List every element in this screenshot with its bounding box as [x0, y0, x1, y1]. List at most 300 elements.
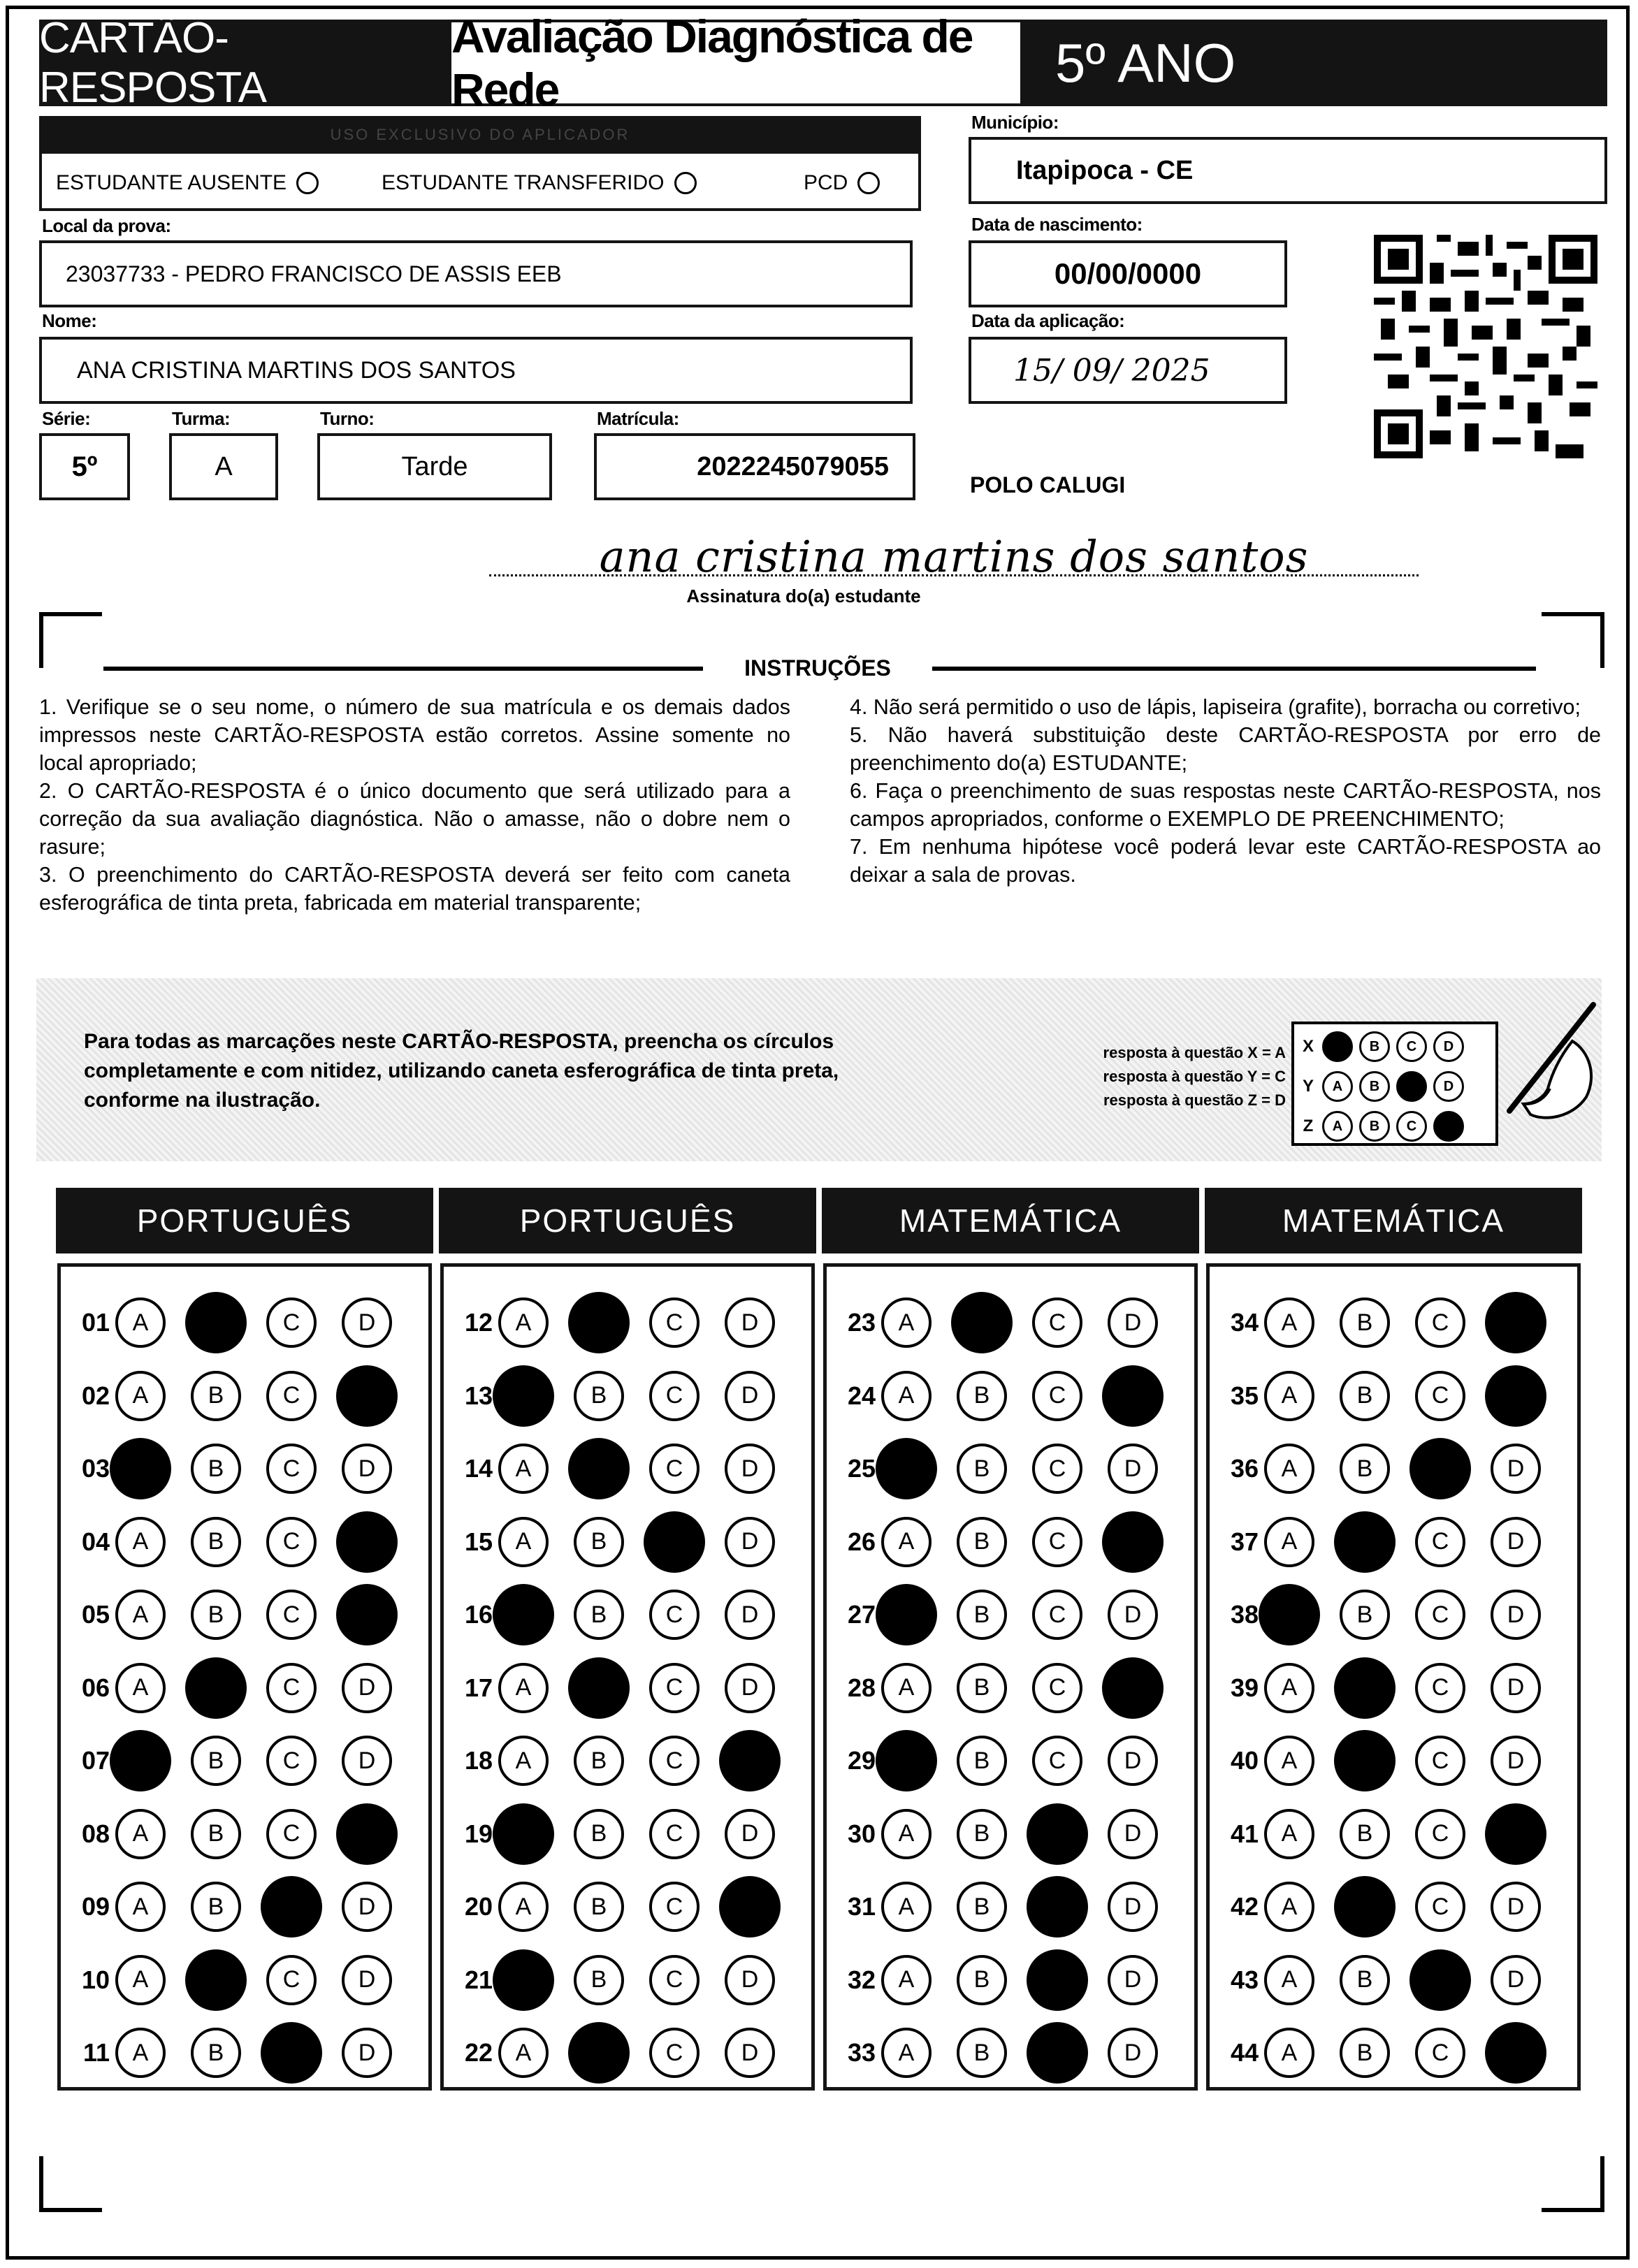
answer-bubble-b[interactable]	[1334, 1511, 1396, 1573]
answer-bubble-a[interactable]: A	[881, 1517, 932, 1567]
answer-bubble-d[interactable]	[336, 1584, 398, 1645]
answer-bubble-a[interactable]: A	[881, 1809, 932, 1859]
answer-bubble-a[interactable]: A	[115, 1371, 166, 1421]
answer-bubble-c[interactable]: C	[649, 1809, 700, 1859]
question-number: 05	[81, 1600, 110, 1629]
answer-bubble-a[interactable]: A	[881, 1663, 932, 1713]
matricula-field: 2022245079055	[594, 433, 915, 500]
answer-bubble-b[interactable]: B	[191, 1882, 241, 1932]
answer-bubble-c[interactable]: C	[1415, 1663, 1465, 1713]
question-number: 13	[464, 1381, 493, 1410]
pcd-label: PCD	[804, 171, 848, 194]
answer-bubble-d[interactable]: D	[725, 1371, 775, 1421]
answer-bubble-b[interactable]: B	[957, 2028, 1007, 2078]
question-row	[444, 2016, 800, 2089]
answer-bubble-b[interactable]: B	[957, 1955, 1007, 2005]
answer-bubble-b[interactable]: B	[957, 1882, 1007, 1932]
question-number: 30	[847, 1819, 876, 1848]
question-row	[1210, 1506, 1566, 1578]
answer-bubble-a[interactable]: A	[498, 1517, 549, 1567]
question-number: 11	[82, 2038, 110, 2067]
nome-label: Nome:	[42, 310, 97, 331]
answer-bubble-d[interactable]: D	[1491, 1882, 1541, 1932]
question-row	[1210, 1360, 1566, 1432]
question-number: 34	[1230, 1308, 1259, 1337]
answer-bubble-a[interactable]	[876, 1730, 937, 1791]
answer-bubble-c[interactable]: C	[649, 1663, 700, 1713]
question-number: 04	[81, 1527, 110, 1556]
answer-bubble-b[interactable]: B	[191, 1736, 241, 1786]
answer-bubble-a[interactable]	[876, 1584, 937, 1645]
example-row	[1294, 1027, 1495, 1066]
answer-bubble-b[interactable]: B	[1340, 1297, 1390, 1348]
answer-bubble-b[interactable]: B	[574, 1882, 624, 1932]
answer-bubble-c[interactable]: C	[1415, 2028, 1465, 2078]
answer-bubble-b[interactable]: B	[957, 1736, 1007, 1786]
answer-bubble-b[interactable]	[951, 1292, 1013, 1353]
answer-bubble-a[interactable]: A	[498, 1736, 549, 1786]
question-number: 23	[847, 1308, 876, 1337]
question-number: 40	[1230, 1746, 1259, 1775]
question-row	[61, 1286, 417, 1359]
answer-bubble-c[interactable]: C	[649, 1371, 700, 1421]
answer-bubble-b[interactable]: B	[574, 1736, 624, 1786]
answer-bubble-d[interactable]	[1102, 1657, 1164, 1719]
question-row	[444, 1286, 800, 1359]
corner-mark-top-left	[39, 612, 102, 668]
answer-bubble-c[interactable]: C	[266, 1297, 317, 1348]
answer-bubble-a[interactable]: A	[1264, 1882, 1314, 1932]
answer-bubble-c[interactable]: C	[649, 1882, 700, 1932]
answer-bubble-b[interactable]	[568, 1438, 630, 1499]
answer-bubble-d[interactable]: D	[725, 1297, 775, 1348]
answer-bubble-b[interactable]: B	[191, 1517, 241, 1567]
answer-bubble-d[interactable]: D	[725, 1955, 775, 2005]
serie-label: Série:	[42, 408, 91, 429]
question-row	[1210, 1652, 1566, 1724]
answer-bubble-a[interactable]: A	[115, 1663, 166, 1713]
answer-bubble-a[interactable]	[493, 1949, 554, 2011]
qr-code-icon	[1374, 235, 1597, 458]
answer-bubble-c[interactable]: C	[1415, 1297, 1465, 1348]
question-row	[444, 1360, 800, 1432]
question-row	[827, 1944, 1183, 2016]
answer-bubble-a[interactable]: A	[881, 1955, 932, 2005]
answer-bubble-a[interactable]	[493, 1584, 554, 1645]
answer-bubble-b[interactable]	[1334, 1657, 1396, 1719]
question-row	[444, 1432, 800, 1505]
answer-bubble-c[interactable]: C	[1415, 1517, 1465, 1567]
answer-bubble-c[interactable]: C	[1032, 1517, 1082, 1567]
answer-bubble-d[interactable]: D	[342, 1882, 392, 1932]
section-answer-box	[823, 1263, 1198, 2091]
question-row	[444, 1578, 800, 1651]
answer-bubble-b[interactable]: B	[957, 1444, 1007, 1494]
answer-bubble-b[interactable]: B	[574, 1955, 624, 2005]
question-number: 02	[81, 1381, 110, 1410]
answer-bubble-c[interactable]: C	[266, 1371, 317, 1421]
student-signature: ana cristina martins dos santos	[599, 531, 1309, 582]
answer-bubble-c[interactable]: C	[266, 1517, 317, 1567]
answer-bubble-d[interactable]: D	[1491, 1663, 1541, 1713]
answer-bubble-b[interactable]: B	[1340, 1809, 1390, 1859]
example-bubble-d: D	[1433, 1031, 1464, 1062]
question-row	[61, 1432, 417, 1505]
question-row	[61, 1798, 417, 1870]
instructions-title: INSTRUÇÕES	[744, 655, 891, 681]
example-bubble-b: B	[1359, 1031, 1390, 1062]
question-row	[827, 2016, 1183, 2089]
answer-bubble-a[interactable]: A	[1264, 1809, 1314, 1859]
answer-bubble-d[interactable]: D	[342, 1736, 392, 1786]
answer-bubble-b[interactable]	[185, 1949, 247, 2011]
turno-field: Tarde	[317, 433, 552, 500]
answer-bubble-c[interactable]: C	[1032, 1297, 1082, 1348]
answer-bubble-b[interactable]	[568, 1657, 630, 1719]
answer-bubble-b[interactable]	[185, 1657, 247, 1719]
absent-checkbox[interactable]	[296, 172, 319, 194]
question-number: 14	[464, 1454, 493, 1483]
answer-bubble-a[interactable]: A	[115, 1517, 166, 1567]
section-answer-box	[57, 1263, 432, 2091]
serie-field: 5º	[39, 433, 130, 500]
answer-bubble-a[interactable]: A	[1264, 1736, 1314, 1786]
question-number: 22	[464, 2038, 493, 2067]
question-row	[827, 1798, 1183, 1870]
card-label: CARTÃO-RESPOSTA	[39, 20, 451, 106]
answer-bubble-c[interactable]	[1409, 1949, 1471, 2011]
answer-bubble-a[interactable]: A	[115, 1882, 166, 1932]
section-header: PORTUGUÊS	[56, 1188, 433, 1253]
answer-bubble-a[interactable]	[876, 1438, 937, 1499]
answer-bubble-b[interactable]: B	[191, 1809, 241, 1859]
answer-bubble-c[interactable]	[1027, 1949, 1088, 2011]
question-row	[61, 1506, 417, 1578]
answer-bubble-c[interactable]: C	[649, 1297, 700, 1348]
answer-bubble-a[interactable]	[110, 1730, 171, 1791]
question-number: 35	[1230, 1381, 1259, 1410]
answer-bubble-b[interactable]	[568, 2022, 630, 2084]
example-bubble-c: C	[1396, 1031, 1427, 1062]
answer-bubble-b[interactable]: B	[957, 1590, 1007, 1640]
question-row	[444, 1506, 800, 1578]
question-number: 37	[1230, 1527, 1259, 1556]
answer-bubble-d[interactable]: D	[1491, 1955, 1541, 2005]
answer-bubble-d[interactable]: D	[1108, 1955, 1158, 2005]
question-number: 01	[81, 1308, 110, 1337]
answer-bubble-b[interactable]: B	[1340, 1371, 1390, 1421]
answer-bubble-d[interactable]: D	[342, 1297, 392, 1348]
question-row	[1210, 1870, 1566, 1943]
answer-bubble-d[interactable]	[1485, 1292, 1546, 1353]
example-row	[1294, 1067, 1495, 1106]
answer-bubble-a[interactable]: A	[1264, 1663, 1314, 1713]
example-row-key: Z	[1303, 1117, 1314, 1135]
answer-bubble-d[interactable]: D	[725, 1590, 775, 1640]
local-label: Local da prova:	[42, 215, 171, 236]
answer-bubble-d[interactable]: D	[1108, 2028, 1158, 2078]
answer-bubble-a[interactable]: A	[115, 1809, 166, 1859]
aplicacao-label: Data da aplicação:	[971, 310, 1125, 331]
answer-bubble-d[interactable]	[336, 1803, 398, 1865]
question-number: 09	[81, 1892, 110, 1921]
answer-bubble-d[interactable]: D	[1491, 1736, 1541, 1786]
answer-bubble-a[interactable]: A	[498, 2028, 549, 2078]
municipio-label: Município:	[971, 112, 1059, 133]
answer-bubble-a[interactable]: A	[115, 1297, 166, 1348]
answer-bubble-c[interactable]: C	[266, 1736, 317, 1786]
answer-bubble-d[interactable]	[336, 1365, 398, 1427]
aplicacao-field: 15/ 09/ 2025	[969, 337, 1287, 404]
question-row	[61, 2016, 417, 2089]
turma-label: Turma:	[172, 408, 231, 429]
question-number: 19	[464, 1819, 493, 1848]
question-number: 43	[1230, 1965, 1259, 1994]
answer-bubble-c[interactable]	[261, 2022, 322, 2084]
answer-bubble-d[interactable]	[1102, 1511, 1164, 1573]
answer-bubble-d[interactable]: D	[1108, 1882, 1158, 1932]
answer-bubble-d[interactable]: D	[342, 1444, 392, 1494]
answer-bubble-c[interactable]: C	[649, 1590, 700, 1640]
question-number: 29	[847, 1746, 876, 1775]
instruction-3: 3. O preenchimento do CARTÃO-RESPOSTA deverá ser feito com caneta esferográfica de tinta preta, fabricada em material transparente;	[39, 863, 790, 915]
answer-bubble-a[interactable]: A	[1264, 2028, 1314, 2078]
instruction-2: 2. O CARTÃO-RESPOSTA é o único documento que será utilizado para a correção da sua avaliação diagnóstica. Não o amasse, não o dobre nem o rasure;	[39, 779, 790, 859]
corner-mark-bottom-left	[39, 2156, 102, 2212]
answer-bubble-c[interactable]	[644, 1511, 705, 1573]
answer-bubble-a[interactable]: A	[498, 1297, 549, 1348]
answer-bubble-b[interactable]: B	[191, 1590, 241, 1640]
answer-bubble-d[interactable]: D	[725, 1517, 775, 1567]
answer-bubble-c[interactable]: C	[1032, 1590, 1082, 1640]
question-row	[444, 1944, 800, 2016]
answer-bubble-a[interactable]	[1259, 1584, 1320, 1645]
answer-bubble-a[interactable]: A	[881, 1371, 932, 1421]
answer-bubble-b[interactable]	[1334, 1730, 1396, 1791]
example-legend	[1034, 1041, 1286, 1112]
answer-bubble-a[interactable]	[110, 1438, 171, 1499]
question-number: 28	[847, 1673, 876, 1702]
example-row-key: X	[1302, 1037, 1314, 1056]
answer-bubble-c[interactable]: C	[1415, 1590, 1465, 1640]
answer-bubble-d[interactable]	[1485, 1365, 1546, 1427]
example-legend-x: resposta à questão X = A	[1103, 1044, 1286, 1061]
answer-bubble-d[interactable]	[719, 1876, 781, 1938]
local-field: 23037733 - PEDRO FRANCISCO DE ASSIS EEB	[39, 240, 913, 307]
answer-bubble-c[interactable]: C	[266, 1663, 317, 1713]
answer-bubble-d[interactable]: D	[1491, 1517, 1541, 1567]
question-number: 20	[464, 1892, 493, 1921]
signature-label: Assinatura do(a) estudante	[686, 586, 921, 606]
question-number: 39	[1230, 1673, 1259, 1702]
question-row	[827, 1578, 1183, 1651]
answer-bubble-c[interactable]: C	[649, 1444, 700, 1494]
instruction-4: 4. Não será permitido o uso de lápis, lapiseira (grafite), borracha ou corretivo;	[850, 695, 1581, 719]
answer-bubble-b[interactable]: B	[1340, 2028, 1390, 2078]
answer-bubble-a[interactable]: A	[881, 1882, 932, 1932]
answer-bubble-d[interactable]: D	[725, 1663, 775, 1713]
example-row	[1294, 1107, 1495, 1146]
answer-bubble-c[interactable]	[1027, 1803, 1088, 1865]
absent-option[interactable]	[56, 168, 319, 198]
answer-bubble-b[interactable]: B	[1340, 1955, 1390, 2005]
answer-bubble-a[interactable]: A	[115, 2028, 166, 2078]
question-row	[827, 1506, 1183, 1578]
answer-bubble-c[interactable]: C	[649, 1955, 700, 2005]
answer-bubble-d[interactable]: D	[342, 2028, 392, 2078]
instruction-5: 5. Não haverá substituição deste CARTÃO-RESPOSTA por erro de preenchimento do(a) ESTUDANTE;	[850, 723, 1601, 775]
question-row	[1210, 2016, 1566, 2089]
question-number: 33	[847, 2038, 876, 2067]
answer-bubble-c[interactable]: C	[649, 1736, 700, 1786]
question-row	[827, 1432, 1183, 1505]
answer-bubble-d[interactable]: D	[1108, 1809, 1158, 1859]
question-number: 36	[1230, 1454, 1259, 1483]
question-number: 21	[464, 1965, 493, 1994]
answer-bubble-d[interactable]: D	[1491, 1590, 1541, 1640]
question-row	[61, 1724, 417, 1797]
question-row	[1210, 1798, 1566, 1870]
example-bubble-a: A	[1322, 1111, 1353, 1142]
exam-title: Avaliação Diagnóstica de Rede	[451, 20, 1020, 106]
hand-pen-icon	[1467, 999, 1600, 1125]
question-row	[61, 1578, 417, 1651]
instructions-rule-right	[932, 667, 1536, 671]
question-row	[444, 1870, 800, 1943]
question-row	[444, 1724, 800, 1797]
answer-bubble-b[interactable]: B	[574, 1590, 624, 1640]
answer-bubble-a[interactable]: A	[498, 1663, 549, 1713]
answer-bubble-b[interactable]: B	[191, 1371, 241, 1421]
answer-bubble-a[interactable]: A	[881, 1297, 932, 1348]
answer-bubble-b[interactable]: B	[574, 1371, 624, 1421]
answer-bubble-c[interactable]: C	[1415, 1371, 1465, 1421]
matricula-label: Matrícula:	[597, 408, 679, 429]
answer-bubble-b[interactable]: B	[1340, 1590, 1390, 1640]
answer-bubble-d[interactable]	[1485, 2022, 1546, 2084]
example-bubble-d: D	[1433, 1071, 1464, 1102]
answer-bubble-c[interactable]	[261, 1876, 322, 1938]
question-row	[827, 1652, 1183, 1724]
answer-bubble-a[interactable]: A	[1264, 1517, 1314, 1567]
answer-bubble-a[interactable]: A	[1264, 1955, 1314, 2005]
polo-label: POLO CALUGI	[970, 472, 1126, 497]
question-row	[1210, 1286, 1566, 1359]
answer-bubble-d[interactable]: D	[1491, 1444, 1541, 1494]
answer-bubble-c[interactable]: C	[1032, 1736, 1082, 1786]
answer-bubble-c[interactable]: C	[266, 1809, 317, 1859]
answer-bubble-a[interactable]: A	[1264, 1371, 1314, 1421]
example-bubble-b: B	[1359, 1111, 1390, 1142]
answer-bubble-c[interactable]: C	[266, 1590, 317, 1640]
answer-bubble-c[interactable]	[1027, 1876, 1088, 1938]
answer-bubble-b[interactable]: B	[957, 1663, 1007, 1713]
example-row-key: Y	[1302, 1077, 1314, 1096]
answer-bubble-c[interactable]: C	[266, 1444, 317, 1494]
answer-bubble-d[interactable]	[1102, 1365, 1164, 1427]
answer-bubble-b[interactable]: B	[574, 1517, 624, 1567]
question-number: 27	[847, 1600, 876, 1629]
answer-bubble-d[interactable]: D	[342, 1663, 392, 1713]
answer-bubble-a[interactable]: A	[115, 1590, 166, 1640]
answer-bubble-c[interactable]: C	[1032, 1444, 1082, 1494]
answer-bubble-d[interactable]	[719, 1730, 781, 1791]
answer-bubble-c[interactable]: C	[1032, 1663, 1082, 1713]
answer-bubble-a[interactable]: A	[498, 1444, 549, 1494]
answer-bubble-a[interactable]	[493, 1803, 554, 1865]
answer-bubble-d[interactable]: D	[1108, 1736, 1158, 1786]
answer-bubble-d[interactable]: D	[725, 1809, 775, 1859]
pcd-checkbox[interactable]	[857, 172, 880, 194]
answer-bubble-b[interactable]	[1334, 1876, 1396, 1938]
answer-bubble-b[interactable]	[185, 1292, 247, 1353]
answer-bubble-d[interactable]: D	[1108, 1297, 1158, 1348]
answer-bubble-c[interactable]: C	[1415, 1736, 1465, 1786]
answer-bubble-c[interactable]: C	[1032, 1371, 1082, 1421]
question-number: 31	[847, 1892, 876, 1921]
pcd-option[interactable]	[804, 168, 880, 198]
question-number: 26	[847, 1527, 876, 1556]
question-number: 06	[81, 1673, 110, 1702]
answer-bubble-a[interactable]: A	[498, 1882, 549, 1932]
nascimento-field: 00/00/0000	[969, 240, 1287, 307]
answer-bubble-d[interactable]: D	[1108, 1444, 1158, 1494]
answer-bubble-c[interactable]	[1409, 1438, 1471, 1499]
answer-bubble-c[interactable]	[1027, 2022, 1088, 2084]
answer-bubble-a[interactable]	[493, 1365, 554, 1427]
example-legend-z: resposta à questão Z = D	[1103, 1091, 1286, 1109]
answer-bubble-c[interactable]: C	[266, 1955, 317, 2005]
transferred-option[interactable]	[382, 168, 697, 198]
answer-bubble-a[interactable]: A	[1264, 1444, 1314, 1494]
example-legend-y: resposta à questão Y = C	[1103, 1068, 1286, 1085]
answer-bubble-a[interactable]: A	[881, 2028, 932, 2078]
nome-field: ANA CRISTINA MARTINS DOS SANTOS	[39, 337, 913, 404]
transferred-checkbox[interactable]	[674, 172, 697, 194]
answer-bubble-a[interactable]: A	[1264, 1297, 1314, 1348]
answer-bubble-d[interactable]: D	[1108, 1590, 1158, 1640]
answer-bubble-c[interactable]: C	[1415, 1882, 1465, 1932]
answer-bubble-b[interactable]: B	[191, 2028, 241, 2078]
section-header: MATEMÁTICA	[1205, 1188, 1582, 1253]
answer-bubble-b[interactable]: B	[574, 1809, 624, 1859]
question-row	[827, 1360, 1183, 1432]
answer-bubble-b[interactable]: B	[957, 1371, 1007, 1421]
example-bubble-a	[1322, 1031, 1353, 1062]
answer-bubble-b[interactable]: B	[957, 1809, 1007, 1859]
answer-bubble-b[interactable]: B	[957, 1517, 1007, 1567]
question-row	[827, 1724, 1183, 1797]
answer-bubble-d[interactable]	[1485, 1803, 1546, 1865]
answer-bubble-d[interactable]	[336, 1511, 398, 1573]
example-bubble-b: B	[1359, 1071, 1390, 1102]
answer-bubble-d[interactable]: D	[342, 1955, 392, 2005]
answer-bubble-c[interactable]: C	[1415, 1809, 1465, 1859]
answer-bubble-c[interactable]: C	[649, 2028, 700, 2078]
transferred-label: ESTUDANTE TRANSFERIDO	[382, 171, 665, 194]
question-number: 15	[464, 1527, 493, 1556]
answer-bubble-b[interactable]: B	[1340, 1444, 1390, 1494]
answer-bubble-b[interactable]: B	[191, 1444, 241, 1494]
section-header: PORTUGUÊS	[439, 1188, 816, 1253]
answer-bubble-a[interactable]: A	[115, 1955, 166, 2005]
answer-bubble-d[interactable]: D	[725, 2028, 775, 2078]
question-number: 03	[81, 1454, 110, 1483]
answer-bubble-b[interactable]	[568, 1292, 630, 1353]
answer-bubble-d[interactable]: D	[725, 1444, 775, 1494]
corner-mark-bottom-right	[1542, 2156, 1604, 2212]
question-row	[444, 1798, 800, 1870]
